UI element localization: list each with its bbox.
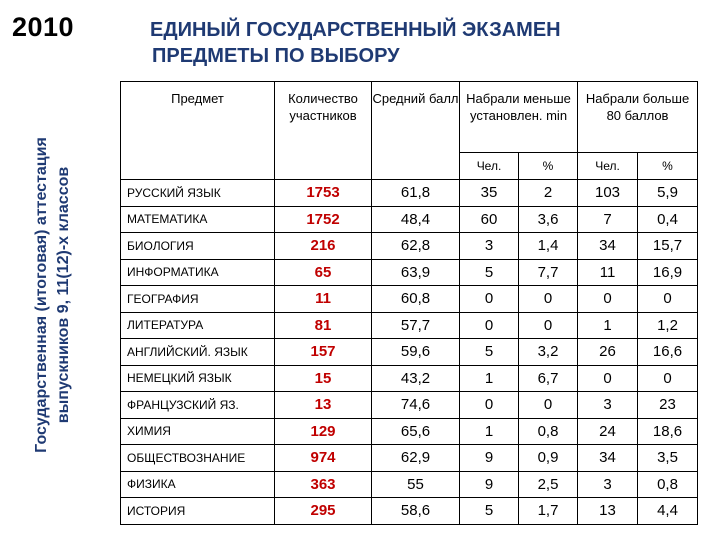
row-below-percent: 3,2 — [519, 339, 578, 366]
row-subject: ИСТОРИЯ — [121, 498, 275, 525]
results-table — [120, 81, 698, 525]
row-average: 74,6 — [372, 392, 460, 419]
table-row — [121, 312, 698, 339]
row-average: 59,6 — [372, 339, 460, 366]
header-above-people: Чел. — [578, 153, 638, 180]
row-average: 55 — [372, 471, 460, 498]
row-participants: 295 — [275, 498, 372, 525]
row-below-percent: 2 — [519, 180, 578, 207]
row-below-people: 5 — [460, 339, 519, 366]
row-average: 48,4 — [372, 206, 460, 233]
row-participants: 974 — [275, 445, 372, 472]
row-participants: 216 — [275, 233, 372, 260]
row-above-percent: 15,7 — [638, 233, 698, 260]
row-average: 63,9 — [372, 259, 460, 286]
row-below-percent: 6,7 — [519, 365, 578, 392]
row-below-percent: 0 — [519, 286, 578, 313]
row-above-people: 24 — [578, 418, 638, 445]
row-participants: 129 — [275, 418, 372, 445]
row-below-people: 3 — [460, 233, 519, 260]
row-below-people: 1 — [460, 365, 519, 392]
row-below-percent: 0 — [519, 392, 578, 419]
row-below-people: 0 — [460, 286, 519, 313]
row-subject: ХИМИЯ — [121, 418, 275, 445]
row-average: 65,6 — [372, 418, 460, 445]
row-average: 60,8 — [372, 286, 460, 313]
row-above-percent: 18,6 — [638, 418, 698, 445]
row-average: 61,8 — [372, 180, 460, 207]
row-above-percent: 0,8 — [638, 471, 698, 498]
row-subject: БИОЛОГИЯ — [121, 233, 275, 260]
year-label: 2010 — [12, 12, 75, 42]
table-row — [121, 445, 698, 472]
header-average: Средний балл — [372, 82, 460, 180]
row-below-percent: 3,6 — [519, 206, 578, 233]
row-above-people: 11 — [578, 259, 638, 286]
row-participants: 363 — [275, 471, 372, 498]
table-row — [121, 392, 698, 419]
row-participants: 15 — [275, 365, 372, 392]
row-below-percent: 0,8 — [519, 418, 578, 445]
row-participants: 157 — [275, 339, 372, 366]
row-below-percent: 0,9 — [519, 445, 578, 472]
row-above-people: 3 — [578, 392, 638, 419]
row-below-percent: 7,7 — [519, 259, 578, 286]
row-subject: ГЕОГРАФИЯ — [121, 286, 275, 313]
row-above-people: 7 — [578, 206, 638, 233]
row-above-percent: 4,4 — [638, 498, 698, 525]
row-below-people: 35 — [460, 180, 519, 207]
row-above-people: 34 — [578, 233, 638, 260]
side-caption-line-1: Государственная (итоговая) аттестация — [33, 137, 50, 453]
row-above-percent: 23 — [638, 392, 698, 419]
row-below-percent: 1,4 — [519, 233, 578, 260]
row-subject: МАТЕМАТИКА — [121, 206, 275, 233]
header-subject: Предмет — [121, 82, 275, 180]
table-row — [121, 498, 698, 525]
header-below-percent: % — [519, 153, 578, 180]
table-row — [121, 180, 698, 207]
table-row — [121, 365, 698, 392]
header-below-people: Чел. — [460, 153, 519, 180]
table-row — [121, 286, 698, 313]
title-line-1: ЕДИНЫЙ ГОСУДАРСТВЕННЫЙ ЭКЗАМЕН — [150, 19, 561, 41]
row-above-percent: 5,9 — [638, 180, 698, 207]
row-above-people: 0 — [578, 286, 638, 313]
row-above-percent: 0 — [638, 365, 698, 392]
row-above-percent: 16,6 — [638, 339, 698, 366]
header-above-80: Набрали больше 80 баллов — [578, 82, 698, 153]
header-participants: Количество участников — [275, 82, 372, 180]
side-caption-line-2: выпускников 9, 11(12)-х классов — [55, 166, 72, 424]
row-below-people: 60 — [460, 206, 519, 233]
row-average: 62,8 — [372, 233, 460, 260]
table-row — [121, 233, 698, 260]
row-subject: НЕМЕЦКИЙ ЯЗЫК — [121, 365, 275, 392]
row-below-people: 5 — [460, 259, 519, 286]
row-above-people: 1 — [578, 312, 638, 339]
title-line-2: ПРЕДМЕТЫ ПО ВЫБОРУ — [152, 45, 400, 67]
row-below-people: 0 — [460, 392, 519, 419]
side-caption — [31, 75, 83, 515]
row-below-percent: 1,7 — [519, 498, 578, 525]
header-above-percent: % — [638, 153, 698, 180]
row-participants: 81 — [275, 312, 372, 339]
row-above-people: 0 — [578, 365, 638, 392]
header-below-min: Набрали меньше установлен. min — [460, 82, 578, 153]
row-average: 58,6 — [372, 498, 460, 525]
row-below-people: 0 — [460, 312, 519, 339]
row-above-people: 26 — [578, 339, 638, 366]
row-subject: ФИЗИКА — [121, 471, 275, 498]
row-subject: ОБЩЕСТВОЗНАНИЕ — [121, 445, 275, 472]
row-participants: 1753 — [275, 180, 372, 207]
row-above-percent: 1,2 — [638, 312, 698, 339]
row-below-people: 5 — [460, 498, 519, 525]
row-participants: 1752 — [275, 206, 372, 233]
row-below-people: 9 — [460, 445, 519, 472]
row-above-people: 3 — [578, 471, 638, 498]
row-above-percent: 0 — [638, 286, 698, 313]
row-above-percent: 0,4 — [638, 206, 698, 233]
row-average: 62,9 — [372, 445, 460, 472]
table-row — [121, 471, 698, 498]
row-below-percent: 2,5 — [519, 471, 578, 498]
row-participants: 11 — [275, 286, 372, 313]
row-below-people: 9 — [460, 471, 519, 498]
row-average: 57,7 — [372, 312, 460, 339]
row-above-people: 103 — [578, 180, 638, 207]
row-subject: ЛИТЕРАТУРА — [121, 312, 275, 339]
row-subject: АНГЛИЙСКИЙ. ЯЗЫК — [121, 339, 275, 366]
table-row — [121, 259, 698, 286]
table-row — [121, 339, 698, 366]
row-above-people: 34 — [578, 445, 638, 472]
row-participants: 13 — [275, 392, 372, 419]
page-title — [150, 17, 630, 69]
row-subject: ФРАНЦУЗСКИЙ ЯЗ. — [121, 392, 275, 419]
table-row — [121, 418, 698, 445]
row-participants: 65 — [275, 259, 372, 286]
row-subject: ИНФОРМАТИКА — [121, 259, 275, 286]
table-row — [121, 206, 698, 233]
row-above-people: 13 — [578, 498, 638, 525]
row-subject: РУССКИЙ ЯЗЫК — [121, 180, 275, 207]
row-below-percent: 0 — [519, 312, 578, 339]
row-above-percent: 16,9 — [638, 259, 698, 286]
row-average: 43,2 — [372, 365, 460, 392]
row-below-people: 1 — [460, 418, 519, 445]
row-above-percent: 3,5 — [638, 445, 698, 472]
